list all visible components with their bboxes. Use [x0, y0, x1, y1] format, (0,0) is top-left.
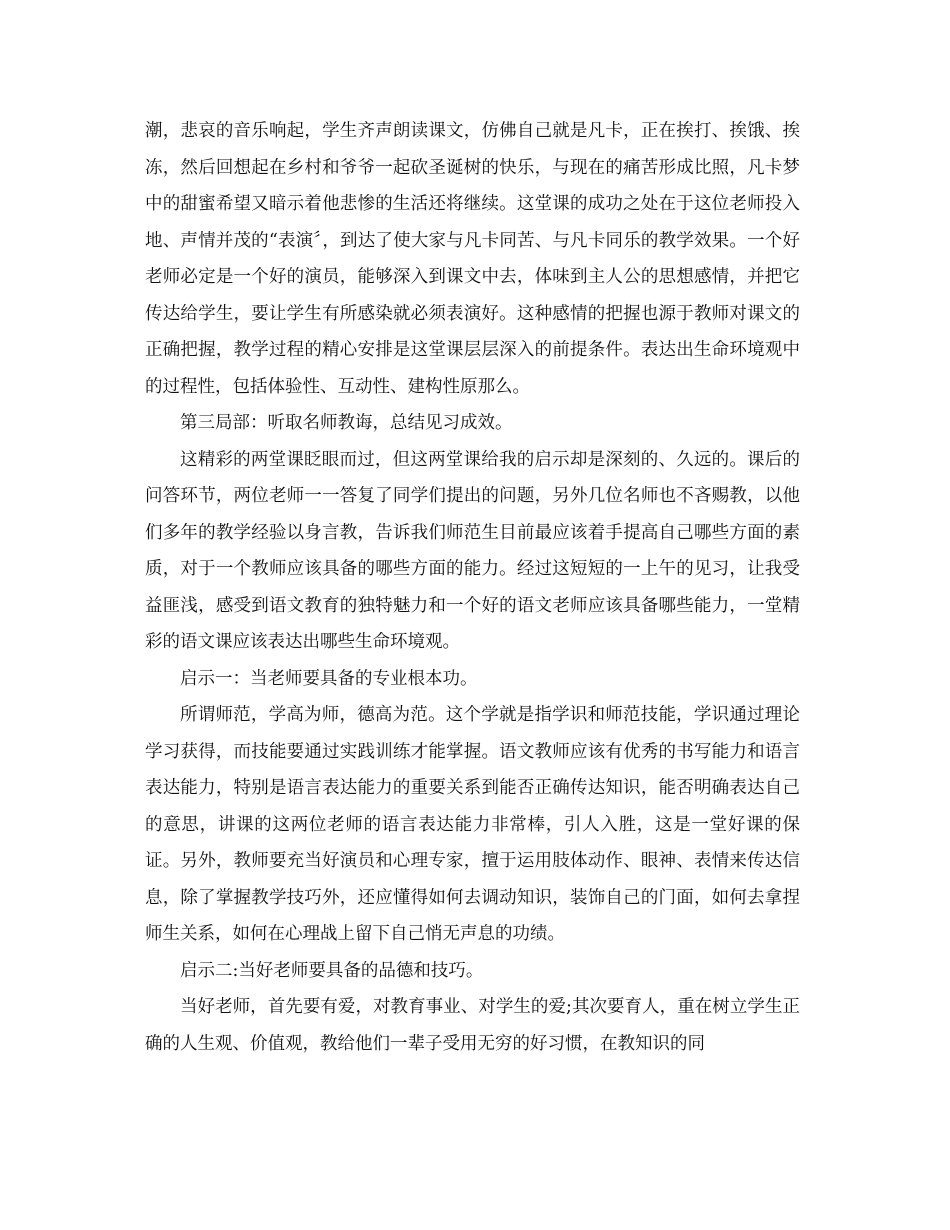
section-heading-insight-one: 启示一：当老师要具备的专业根本功。	[180, 668, 478, 689]
document-page	[145, 113, 800, 1062]
paragraph-continuation: 潮，悲哀的音乐响起，学生齐声朗读课文，仿佛自己就是凡卡，正在挨打、挨饿、挨冻，然后回想起在乡村和爷爷一起砍圣诞树的快乐，与现在的痛苦形成比照，凡卡梦中的甜蜜希望又暗示着他悲惨的生活还将继续。这堂课的成功之处在于这位老师投入地、声情并茂的“表演〞，到达了使大家与凡卡同苦、与凡卡同乐的教学效果。一个好老师必定是一个好的演员，能够深入到课文中去，体味到主人公的思想感情，并把它传达给学生，要让学生有所感染就必须表演好。这种感情的把握也源于教师对课文的正确把握，教学过程的精心安排是这堂课层层深入的前提条件。表达出生命环境观中的过程性，包括体验性、互动性、建构性原那么。	[145, 121, 800, 397]
paragraph-body: 这精彩的两堂课眨眼而过，但这两堂课给我的启示却是深刻的、久远的。课后的问答环节，两位老师一一答复了同学们提出的问题，另外几位名师也不吝赐教，以他们多年的教学经验以身言教，告诉我们师范生目前最应该着手提高自己哪些方面的素质，对于一个教师应该具备的哪些方面的能力。经过这短短的一上午的见习，让我受益匪浅，感受到语文教育的独特魅力和一个好的语文老师应该具备哪些能力，一堂精彩的语文课应该表达出哪些生命环境观。	[145, 449, 800, 652]
section-heading-part-three: 第三局部：听取名师教诲，总结见习成效。	[180, 413, 513, 433]
section-heading-insight-two: 启示二:当好老师要具备的品德和技巧。	[180, 960, 484, 981]
paragraph-body: 当好老师，首先要有爱，对教育事业、对学生的爱;其次要育人，重在树立学生正确的人生观、价值观，教给他们一辈子受用无穷的好习惯，在教知识的同	[145, 997, 800, 1054]
paragraph-body: 所谓师范，学高为师，德高为范。这个学就是指学识和师范技能，学识通过理论学习获得，而技能要通过实践训练才能掌握。语文教师应该有优秀的书写能力和语言表达能力，特别是语言表达能力的重要关系到能否正确传达知识，能否明确表达自己的意思，讲课的这两位老师的语言表达能力非常棒，引人入胜，这是一堂好课的保证。另外，教师要充当好演员和心理专家，擅于运用肢体动作、眼神、表情来传达信息，除了掌握教学技巧外，还应懂得如何去调动知识，装饰自己的门面，如何去拿捏师生关系，如何在心理战上留下自己悄无声息的功绩。	[145, 705, 800, 944]
